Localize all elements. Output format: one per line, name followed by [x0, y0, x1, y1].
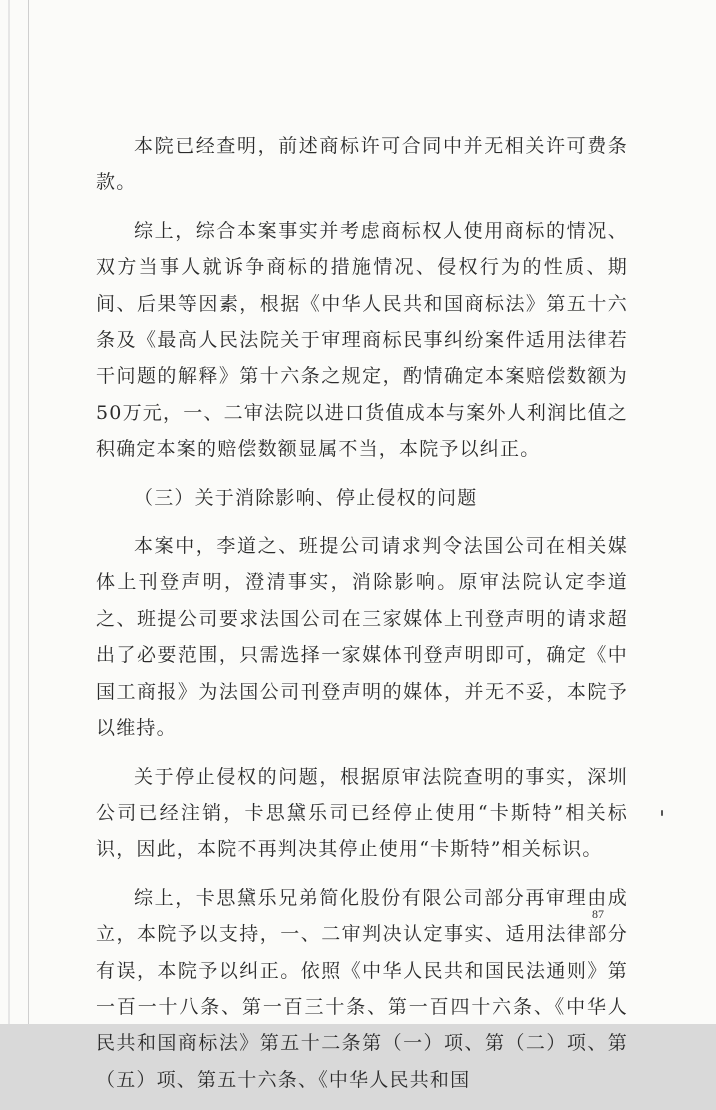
body-text — [96, 128, 628, 1110]
paragraph-findings: 本院已经查明，前述商标许可合同中并无相关许可费条款。 — [96, 135, 628, 194]
scan-edge-shadow — [8, 0, 10, 1024]
paragraph-cease: 关于停止侵权的问题，根据原审法院查明的事实，深圳公司已经注销，卡思黛乐司已经停止使用“卡斯特”相关标识，因此，本院不再判决其停止使用“卡斯特”相关标识。 — [96, 765, 628, 861]
paragraph-conclusion: 综上，卡思黛乐兄弟简化股份有限公司部分再审理由成立，本院予以支持，一、二审判决认定事实、适用法律部分有误，本院予以纠正。依照《中华人民共和国民法通则》第一百一十八条、第一百三十条、第一百四十六条、《中华人民共和国商标法》第五十二条第（一）项、第（二）项、第（五）项、第五十六条、《中华人民共和国 — [96, 886, 628, 1091]
page-number: 87 — [592, 907, 604, 921]
paragraph-apology: 本案中，李道之、班提公司请求判令法国公司在相关媒体上刊登声明，澄清事实，消除影响。原审法院认定李道之、班提公司要求法国公司在三家媒体上刊登声明的请求超出了必要范围，只需选择一家媒体刊登声明即可，确定《中国工商报》为法国公司刊登声明的媒体，并无不妥，本院予以维持。 — [96, 535, 628, 740]
section-heading: （三）关于消除影响、停止侵权的问题 — [134, 486, 478, 509]
binding-edge-line — [28, 0, 29, 1024]
paragraph-damages: 综上，综合本案事实并考虑商标权人使用商标的情况、双方当事人就诉争商标的措施情况、侵权行为的性质、期间、后果等因素，根据《中华人民共和国商标法》第五十六条及《最高人民法院关于审理商标民事纠纷案件适用法律若干问题的解释》第十六条之规定，酌情确定本案赔偿数额为50万元，一、二审法院以进口货值成本与案外人利润比值之积确定本案的赔偿数额显属不当，本院予以纠正。 — [96, 219, 628, 461]
scan-speck — [661, 810, 663, 816]
